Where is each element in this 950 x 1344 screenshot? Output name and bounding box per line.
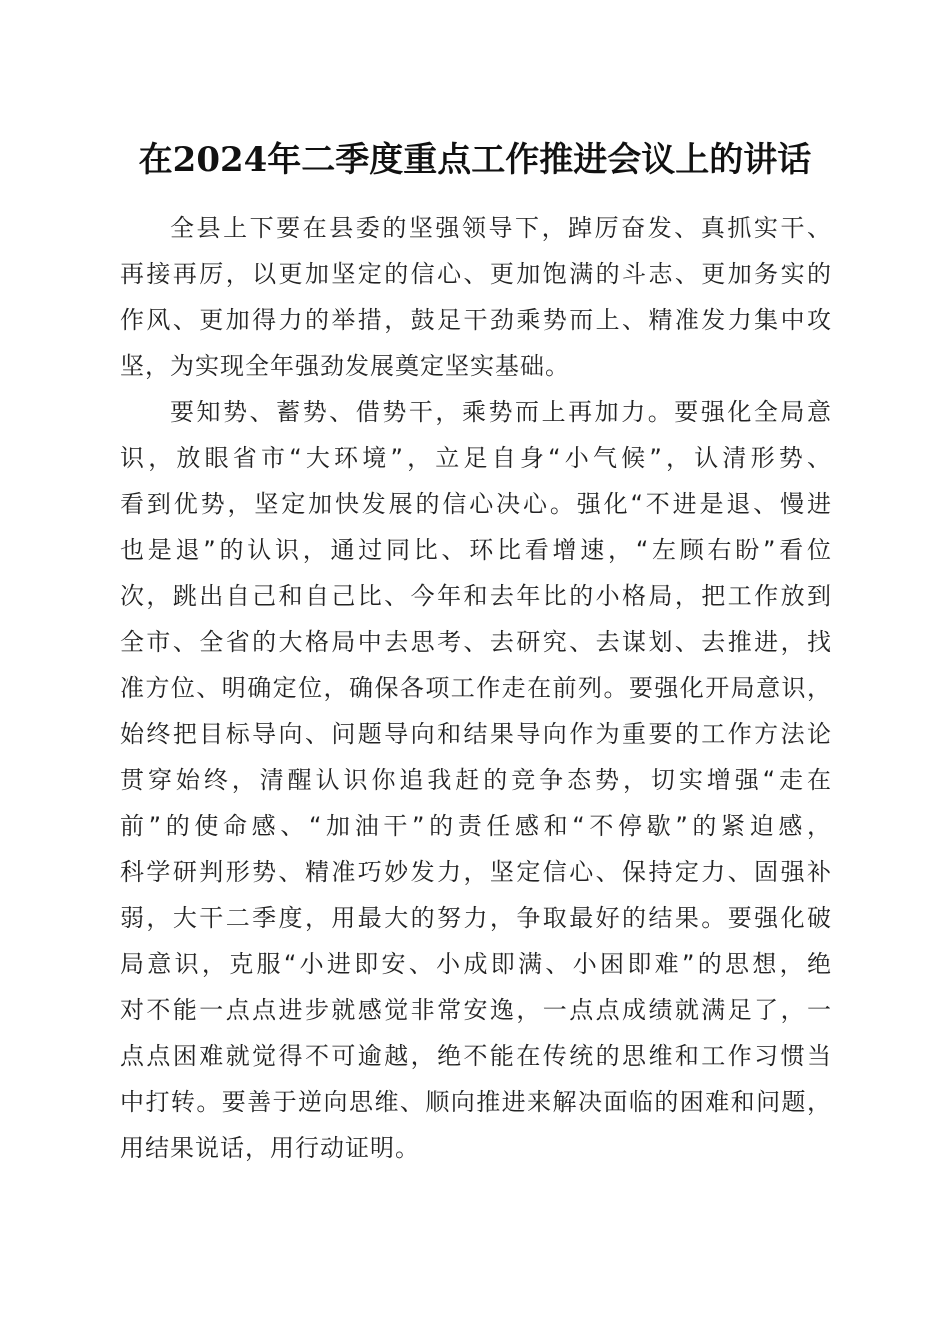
paragraph-line: 贯穿始终，清醒认识你追我赶的竞争态势，切实增强“走在 [120, 766, 832, 794]
paragraph-line: 弱，大干二季度，用最大的努力，争取最好的结果。要强化破 [120, 904, 832, 932]
paragraph-line: 看到优势，坚定加快发展的信心决心。强化“不进是退、慢进 [120, 490, 832, 518]
paragraph-line: 科学研判形势、精准巧妙发力，坚定信心、保持定力、固强补 [120, 858, 832, 886]
document-title: 在2024年二季度重点工作推进会议上的讲话 [138, 140, 812, 180]
paragraph-line: 中打转。要善于逆向思维、顺向推进来解决面临的困难和问题， [120, 1088, 832, 1116]
paragraph-line: 识，放眼省市“大环境”，立足自身“小气候”，认清形势、 [120, 444, 832, 472]
paragraph-line: 局意识，克服“小进即安、小成即满、小困即难”的思想，绝 [120, 950, 832, 978]
paragraph-line: 点点困难就觉得不可逾越，绝不能在传统的思维和工作习惯当 [120, 1042, 832, 1070]
paragraph-line: 坚，为实现全年强劲发展奠定坚实基础。 [120, 352, 570, 380]
paragraph-line: 全县上下要在县委的坚强领导下，踔厉奋发、真抓实干、 [170, 214, 832, 242]
paragraph-1 [120, 205, 832, 389]
paragraph-line: 作风、更加得力的举措，鼓足干劲乘势而上、精准发力集中攻 [120, 306, 832, 334]
paragraph-line: 前”的使命感、“加油干”的责任感和“不停歇”的紧迫感， [120, 812, 832, 840]
paragraph-line: 再接再厉，以更加坚定的信心、更加饱满的斗志、更加务实的 [120, 260, 832, 288]
paragraph-line: 次，跳出自己和自己比、今年和去年比的小格局，把工作放到 [120, 582, 832, 610]
paragraph-line: 用结果说话，用行动证明。 [120, 1134, 420, 1162]
paragraph-2 [120, 389, 832, 1171]
paragraph-line: 对不能一点点进步就感觉非常安逸，一点点成绩就满足了，一 [120, 996, 832, 1024]
paragraph-line: 也是退”的认识，通过同比、环比看增速，“左顾右盼”看位 [120, 536, 832, 564]
paragraph-line: 准方位、明确定位，确保各项工作走在前列。要强化开局意识， [120, 674, 832, 702]
paragraph-line: 全市、全省的大格局中去思考、去研究、去谋划、去推进，找 [120, 628, 832, 656]
document-body [120, 205, 832, 1171]
paragraph-line: 要知势、蓄势、借势干，乘势而上再加力。要强化全局意 [170, 398, 832, 426]
paragraph-line: 始终把目标导向、问题导向和结果导向作为重要的工作方法论 [120, 720, 832, 748]
